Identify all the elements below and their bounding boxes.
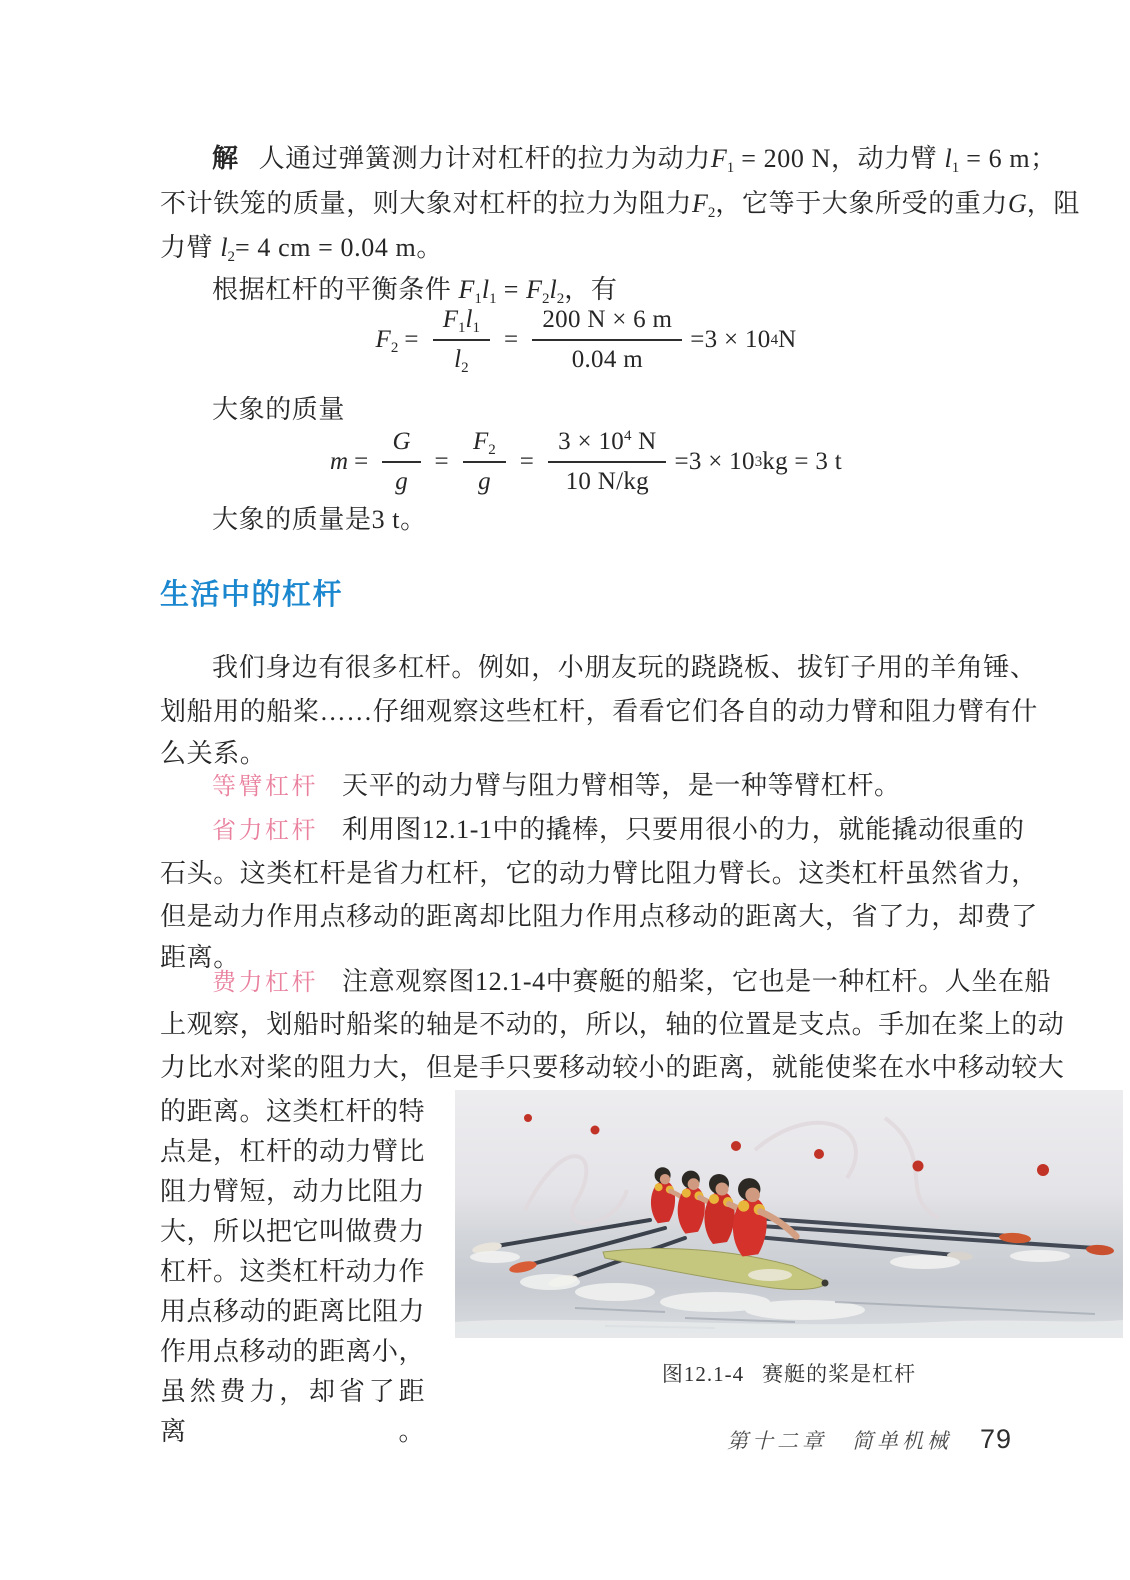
fraction-denominator: 10 N/kg: [565, 468, 649, 495]
var-l1: l: [481, 275, 490, 304]
wrap-line: 作用点移动的距离小，: [160, 1337, 426, 1366]
saving-line: 但是动力作用点移动的距离却比阻力作用点移动的距离大，省了力，却费了: [160, 902, 1038, 931]
fraction: [382, 428, 420, 496]
var-l: l: [454, 346, 462, 373]
wrap-line: 阻力臂短，动力比阻力: [160, 1177, 426, 1206]
label-force-costing-lever: 费力杠杆: [212, 970, 318, 996]
eq-unit: N: [778, 326, 797, 353]
label-equal-arm-lever: 等臂杠杆: [212, 774, 318, 800]
eq-unit: kg = 3 t: [762, 448, 842, 475]
fraction-numerator: [463, 428, 506, 463]
var-sub: 2: [707, 205, 716, 221]
var-sub: 1: [472, 320, 480, 336]
var-g: g: [395, 468, 408, 495]
wrap-line: 用点移动的距离比阻力: [160, 1297, 426, 1326]
fraction-denominator: [454, 341, 468, 374]
equals-sign: =: [503, 326, 519, 353]
text-run: = 4 cm = 0.04 m。: [235, 233, 443, 262]
section-heading: 生活中的杠杆: [160, 579, 344, 611]
var-m: m: [330, 448, 349, 475]
exponent: 4: [624, 428, 632, 444]
solution-line-2: [160, 184, 1080, 224]
fraction-denominator: 0.04 m: [571, 346, 643, 373]
intro-line: 我们身边有很多杠杆。例如，小朋友玩的跷跷板、拔钉子用的羊角锤、: [212, 653, 1037, 682]
text-run: 3 × 10: [558, 428, 625, 455]
fraction-denominator: [478, 463, 491, 496]
costing-line: 力比水对桨的阻力大，但是手只要移动较小的距离，就能使桨在水中移动较大: [160, 1053, 1065, 1082]
label-force-saving-lever: 省力杠杆: [212, 818, 318, 844]
var-l: l: [465, 306, 473, 333]
text-run: ，它等于大象所受的重力: [715, 189, 1009, 218]
var-F: F: [442, 306, 459, 333]
fraction-numerator: [382, 428, 420, 463]
var-F2: F: [526, 275, 542, 304]
var-G: G: [392, 428, 411, 455]
var-l2: l: [220, 233, 228, 262]
text-run: N: [631, 428, 657, 455]
page-number: 79: [979, 1424, 1012, 1454]
equals-sign: =: [354, 448, 369, 475]
text-run: 利用图12.1-1中的撬棒，只要用很小的力，就能撬动很重的: [342, 815, 1025, 844]
eq-lhs: [330, 448, 374, 476]
text-run: =: [496, 275, 527, 304]
wrap-line: 的距离。这类杠杆的特: [160, 1097, 426, 1126]
var-g: g: [478, 468, 491, 495]
var-F1: F: [710, 144, 727, 173]
var-G: G: [1008, 189, 1027, 218]
var-sub: 2: [390, 340, 399, 356]
var-F2: F: [692, 189, 708, 218]
solution-label: 解: [212, 143, 239, 173]
intro-line: 划船用的船桨……仔细观察这些杠杆，看看它们各自的动力臂和阻力臂有什: [160, 697, 1038, 726]
fraction: [532, 306, 682, 374]
wrap-line: 点是，杠杆的动力臂比: [160, 1137, 426, 1166]
var-F1: F: [458, 275, 475, 304]
var-F2: F: [375, 326, 391, 353]
text-run: = 200 N，动力臂: [734, 144, 945, 173]
text-run: ，有: [564, 275, 618, 304]
text-run: 天平的动力臂与阻力臂相等，是一种等臂杠杆。: [342, 771, 901, 800]
eq-result: =3 × 10: [674, 448, 755, 475]
var-sub: 2: [488, 442, 496, 458]
fraction-denominator: [395, 463, 408, 496]
rowing-photo: [455, 1090, 1123, 1338]
intro-line: 么关系。: [160, 739, 267, 768]
equals-sign: =: [404, 326, 419, 353]
var-sub: 1: [726, 160, 735, 176]
footer-chapter: 第十二章 简单机械: [726, 1429, 952, 1453]
var-sub: 2: [461, 360, 469, 376]
equation-mass: m = $\frac{G}{g}$ = $\frac{F_2}{g}$ = $\frac{3 \times 10^4 N}{10 N/kg}$ =3 × 10 3 kg = 3 t: [330, 428, 842, 495]
solution-line-1: [160, 138, 1057, 178]
text-run: 人通过弹簧测力计对杠杆的拉力为动力: [258, 144, 711, 173]
figure-number: 图12.1-4: [661, 1362, 745, 1386]
var-F: F: [472, 428, 489, 455]
var-sub: 2: [556, 291, 565, 307]
saving-line: 距离。: [160, 943, 240, 972]
saving-line: [160, 810, 1025, 850]
var-sub: 1: [951, 160, 960, 176]
text-run: ，阻: [1026, 189, 1080, 218]
figure-caption-text: 赛艇的桨是杠杆: [762, 1362, 917, 1386]
equals-sign: =: [434, 448, 449, 475]
figure-caption: [455, 1358, 1123, 1388]
costing-line: [160, 962, 1052, 1002]
equals-sign: =: [519, 448, 535, 475]
var-l2: l: [549, 275, 557, 304]
text-run: 不计铁笼的质量，则大象对杠杆的拉力为阻力: [160, 189, 693, 218]
page-footer: [160, 1424, 1012, 1455]
fraction: [433, 306, 490, 374]
var-sub: 1: [474, 291, 482, 307]
wrap-line: 杠杆。这类杠杆动力作: [160, 1257, 426, 1286]
var-l1: l: [944, 144, 952, 173]
text-run: 力臂: [160, 233, 221, 262]
var-sub: 2: [542, 291, 550, 307]
text-run: 注意观察图12.1-4中赛艇的船桨，它也是一种杠杆。人坐在船: [342, 967, 1052, 996]
var-sub: 1: [458, 320, 466, 336]
text-run: = 6 m；: [959, 144, 1057, 173]
saving-line: 石头。这类杠杆是省力杠杆，它的动力臂比阻力臂长。这类杠杆虽然省力，: [160, 859, 1038, 888]
fraction-numerator: 200 N × 6 m: [532, 306, 682, 341]
fraction-numerator: [433, 306, 490, 341]
equal-arm-line: [160, 766, 1012, 806]
solution-line-3: [160, 228, 1012, 268]
var-sub: 1: [489, 291, 497, 307]
fraction-numerator: [548, 428, 666, 463]
conclusion-line: [160, 500, 1012, 540]
fraction: [548, 428, 666, 496]
text-run: 大象的质量是3 t。: [212, 505, 427, 534]
eq-lhs: [376, 326, 425, 354]
wrap-line: 大，所以把它叫做费力: [160, 1217, 426, 1246]
text-run: 大象的质量: [212, 395, 346, 424]
fraction: [463, 428, 506, 496]
var-sub: 2: [227, 249, 236, 265]
eq-result: =3 × 10: [690, 326, 771, 353]
equation-force: $F_2$ = $\frac{F_1l_1}{l_2}$ = $\frac{200 N \times 6 m}{0.04 m}$ =3 × 10 4 N: [375, 306, 797, 376]
text-run: 根据杠杆的平衡条件: [212, 275, 459, 304]
wrap-line: 虽然费力，却省了距离。: [160, 1377, 425, 1446]
costing-line: 上观察，划船时船桨的轴是不动的，所以，轴的位置是支点。手加在桨上的动: [160, 1010, 1065, 1039]
